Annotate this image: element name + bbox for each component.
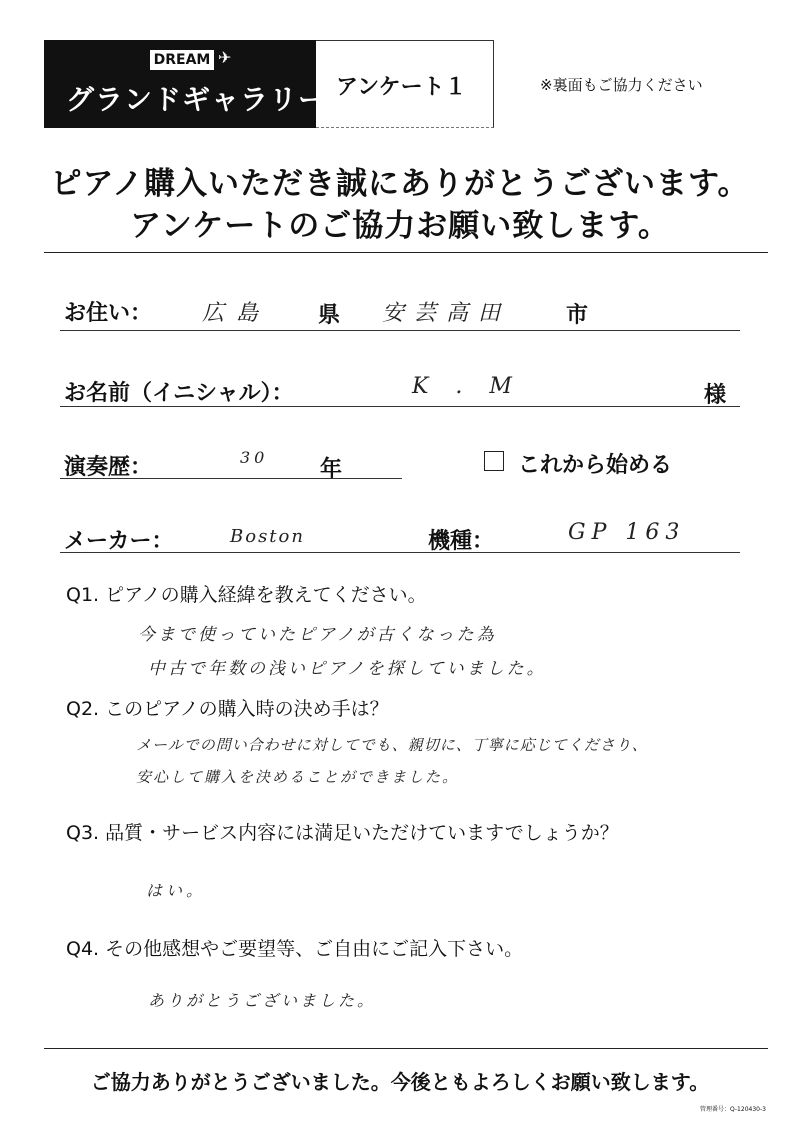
answer-1-line-2[interactable]: 中古で年数の浅いピアノを探していました。 (148, 659, 547, 679)
name-value[interactable]: K . M (412, 374, 522, 399)
answer-1-line-1[interactable]: 今まで使っていたピアノが古くなった為 (138, 625, 497, 645)
experience-label: 演奏歴： (64, 455, 153, 480)
answer-2-line-2[interactable]: 安心して購入を決めることができました。 (136, 768, 460, 786)
logo-text: グランドギャラリー (66, 83, 328, 116)
question-1: Q1. ピアノの購入経緯を教えてください。 (66, 584, 427, 606)
address-label: お住い： (64, 301, 153, 326)
question-4: Q4. その他感想やご要望等、ご自由にご記入下さい。 (66, 938, 524, 960)
experience-value[interactable]: 30 (240, 448, 269, 467)
management-number: 管理番号：Q-120430-3 (700, 1106, 766, 1113)
reverse-side-note: ※裏面もご協力ください (540, 76, 703, 94)
address-city-suffix: 市 (566, 303, 589, 328)
model-value[interactable]: GP 163 (568, 520, 686, 545)
footer-thanks: ご協力ありがとうございました。今後ともよろしくお願い致します。 (90, 1070, 710, 1094)
maker-label: メーカー： (64, 529, 174, 554)
answer-3[interactable]: はい。 (146, 881, 207, 900)
address-pref-suffix: 県 (318, 303, 341, 328)
name-suffix: 様 (704, 383, 727, 408)
address-prefecture[interactable]: 広島 (202, 301, 271, 326)
beginner-checkbox[interactable] (484, 451, 504, 471)
airplane-icon: ✈ (218, 48, 232, 67)
address-city[interactable]: 安芸高田 (382, 301, 511, 326)
survey-title: アンケート１ (336, 75, 467, 100)
headline-line-1: ピアノ購入いただき誠にありがとうございます。 (50, 166, 750, 202)
top-divider (44, 252, 768, 253)
beginner-option-label: これから始める (518, 453, 673, 478)
name-underline (60, 406, 740, 407)
answer-4[interactable]: ありがとうございました。 (148, 991, 377, 1010)
address-underline (60, 330, 740, 331)
name-label: お名前（イニシャル）： (64, 381, 294, 406)
headline-line-2: アンケートのご協力お願い致します。 (130, 208, 670, 244)
question-2: Q2. このピアノの購入時の決め手は？ (66, 698, 389, 720)
answer-2-line-1[interactable]: メールでの問い合わせに対してでも、親切に、丁寧に応じてくださり、 (136, 736, 648, 754)
experience-underline (60, 478, 402, 479)
logo-badge: DREAM (150, 50, 214, 70)
maker-model-underline (60, 552, 740, 553)
bottom-divider (44, 1048, 768, 1049)
maker-value[interactable]: Boston (230, 526, 305, 547)
experience-unit: 年 (320, 457, 343, 482)
model-label: 機種： (428, 529, 495, 554)
question-3: Q3. 品質・サービス内容には満足いただけていますでしょうか？ (66, 822, 619, 844)
